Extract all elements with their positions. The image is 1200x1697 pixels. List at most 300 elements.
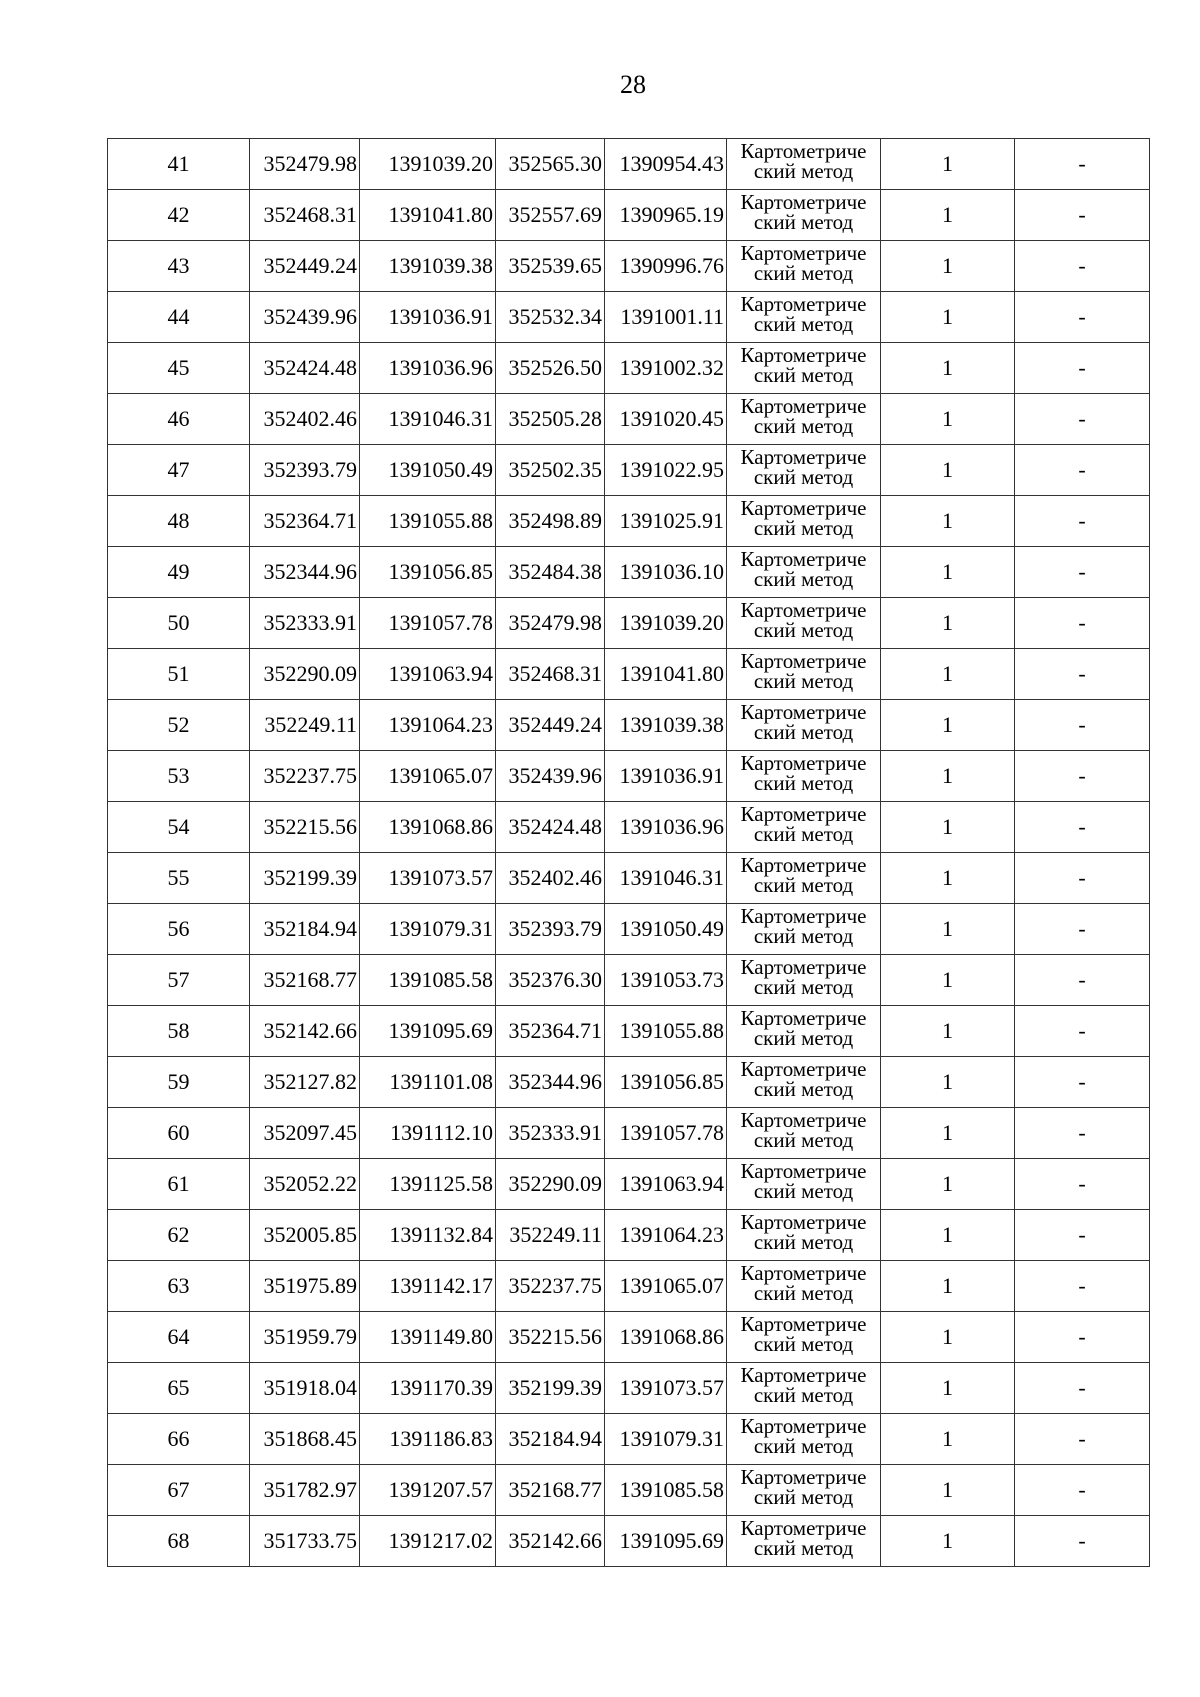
previous-x-coordinate-cell: 352424.48 xyxy=(496,802,605,853)
x-coordinate-cell: 351959.79 xyxy=(250,1312,360,1363)
method-cell xyxy=(727,904,881,955)
previous-x-coordinate-cell: 352249.11 xyxy=(496,1210,605,1261)
point-number-cell: 68 xyxy=(108,1516,250,1567)
accuracy-cell: 1 xyxy=(881,547,1015,598)
point-number-cell: 49 xyxy=(108,547,250,598)
method-text: ский метод xyxy=(753,465,854,489)
previous-y-coordinate-cell: 1391036.10 xyxy=(605,547,727,598)
y-coordinate-cell: 1391064.23 xyxy=(360,700,496,751)
previous-y-coordinate-cell: 1391046.31 xyxy=(605,853,727,904)
previous-y-coordinate-cell: 1391025.91 xyxy=(605,496,727,547)
method-text: ский метод xyxy=(753,873,854,897)
method-text: ский метод xyxy=(753,924,854,948)
method-cell xyxy=(727,1312,881,1363)
table-row xyxy=(108,1210,1150,1261)
y-coordinate-cell: 1391036.91 xyxy=(360,292,496,343)
x-coordinate-cell: 351868.45 xyxy=(250,1414,360,1465)
x-coordinate-cell: 352005.85 xyxy=(250,1210,360,1261)
y-coordinate-cell: 1391065.07 xyxy=(360,751,496,802)
point-number-cell: 67 xyxy=(108,1465,250,1516)
method-text: ский метод xyxy=(753,669,854,693)
previous-x-coordinate-cell: 352532.34 xyxy=(496,292,605,343)
method-text: Картометриче xyxy=(740,394,867,418)
method-cell xyxy=(727,598,881,649)
previous-y-coordinate-cell: 1391039.38 xyxy=(605,700,727,751)
method-text: Картометриче xyxy=(740,1465,867,1489)
point-number-cell: 51 xyxy=(108,649,250,700)
point-number-cell: 42 xyxy=(108,190,250,241)
point-number-cell: 53 xyxy=(108,751,250,802)
table-row xyxy=(108,649,1150,700)
method-text: Картометриче xyxy=(740,1159,867,1183)
point-number-cell: 47 xyxy=(108,445,250,496)
accuracy-cell: 1 xyxy=(881,598,1015,649)
previous-y-coordinate-cell: 1391002.32 xyxy=(605,343,727,394)
previous-y-coordinate-cell: 1391001.11 xyxy=(605,292,727,343)
method-text: ский метод xyxy=(753,1230,854,1254)
accuracy-cell: 1 xyxy=(881,700,1015,751)
y-coordinate-cell: 1391112.10 xyxy=(360,1108,496,1159)
table-row xyxy=(108,1006,1150,1057)
table-row xyxy=(108,598,1150,649)
point-number-cell: 66 xyxy=(108,1414,250,1465)
method-text: ский метод xyxy=(753,312,854,336)
method-cell xyxy=(727,1006,881,1057)
previous-y-coordinate-cell: 1391055.88 xyxy=(605,1006,727,1057)
x-coordinate-cell: 352393.79 xyxy=(250,445,360,496)
note-cell: - xyxy=(1015,1414,1150,1465)
method-text: ский метод xyxy=(753,1128,854,1152)
y-coordinate-cell: 1391207.57 xyxy=(360,1465,496,1516)
method-text: ский метод xyxy=(753,1536,854,1560)
previous-y-coordinate-cell: 1391079.31 xyxy=(605,1414,727,1465)
x-coordinate-cell: 352127.82 xyxy=(250,1057,360,1108)
x-coordinate-cell: 351975.89 xyxy=(250,1261,360,1312)
note-cell: - xyxy=(1015,955,1150,1006)
x-coordinate-cell: 351918.04 xyxy=(250,1363,360,1414)
table-row xyxy=(108,445,1150,496)
x-coordinate-cell: 352290.09 xyxy=(250,649,360,700)
previous-y-coordinate-cell: 1391036.91 xyxy=(605,751,727,802)
method-text: Картометриче xyxy=(740,955,867,979)
y-coordinate-cell: 1391055.88 xyxy=(360,496,496,547)
previous-x-coordinate-cell: 352290.09 xyxy=(496,1159,605,1210)
method-text: Картометриче xyxy=(740,649,867,673)
table-row xyxy=(108,139,1150,190)
accuracy-cell: 1 xyxy=(881,853,1015,904)
previous-x-coordinate-cell: 352505.28 xyxy=(496,394,605,445)
point-number-cell: 54 xyxy=(108,802,250,853)
previous-x-coordinate-cell: 352468.31 xyxy=(496,649,605,700)
method-text: ский метод xyxy=(753,1281,854,1305)
method-cell xyxy=(727,802,881,853)
method-cell xyxy=(727,1465,881,1516)
accuracy-cell: 1 xyxy=(881,1006,1015,1057)
note-cell: - xyxy=(1015,1108,1150,1159)
previous-x-coordinate-cell: 352168.77 xyxy=(496,1465,605,1516)
x-coordinate-cell: 352215.56 xyxy=(250,802,360,853)
method-text: Картометриче xyxy=(740,1006,867,1030)
y-coordinate-cell: 1391125.58 xyxy=(360,1159,496,1210)
previous-x-coordinate-cell: 352565.30 xyxy=(496,139,605,190)
page-number: 28 xyxy=(620,70,646,99)
x-coordinate-cell: 352449.24 xyxy=(250,241,360,292)
previous-x-coordinate-cell: 352393.79 xyxy=(496,904,605,955)
method-text: Картометриче xyxy=(740,1210,867,1234)
table-row xyxy=(108,1414,1150,1465)
y-coordinate-cell: 1391073.57 xyxy=(360,853,496,904)
previous-x-coordinate-cell: 352376.30 xyxy=(496,955,605,1006)
method-text: Картометриче xyxy=(740,241,867,265)
method-text: Картометриче xyxy=(740,445,867,469)
y-coordinate-cell: 1391149.80 xyxy=(360,1312,496,1363)
previous-y-coordinate-cell: 1390996.76 xyxy=(605,241,727,292)
method-text: Картометриче xyxy=(740,1414,867,1438)
method-text: Картометриче xyxy=(740,853,867,877)
accuracy-cell: 1 xyxy=(881,1108,1015,1159)
point-number-cell: 57 xyxy=(108,955,250,1006)
table-row xyxy=(108,1261,1150,1312)
previous-x-coordinate-cell: 352215.56 xyxy=(496,1312,605,1363)
method-text: Картометриче xyxy=(740,700,867,724)
previous-x-coordinate-cell: 352539.65 xyxy=(496,241,605,292)
table-row xyxy=(108,1312,1150,1363)
x-coordinate-cell: 352184.94 xyxy=(250,904,360,955)
point-number-cell: 41 xyxy=(108,139,250,190)
accuracy-cell: 1 xyxy=(881,649,1015,700)
y-coordinate-cell: 1391068.86 xyxy=(360,802,496,853)
previous-y-coordinate-cell: 1391095.69 xyxy=(605,1516,727,1567)
previous-y-coordinate-cell: 1390954.43 xyxy=(605,139,727,190)
method-text: Картометриче xyxy=(740,496,867,520)
method-text: ский метод xyxy=(753,1077,854,1101)
point-number-cell: 65 xyxy=(108,1363,250,1414)
table-row xyxy=(108,1057,1150,1108)
x-coordinate-cell: 352199.39 xyxy=(250,853,360,904)
method-text: ский метод xyxy=(753,1383,854,1407)
accuracy-cell: 1 xyxy=(881,1465,1015,1516)
y-coordinate-cell: 1391142.17 xyxy=(360,1261,496,1312)
method-text: ский метод xyxy=(753,618,854,642)
point-number-cell: 52 xyxy=(108,700,250,751)
accuracy-cell: 1 xyxy=(881,1261,1015,1312)
previous-y-coordinate-cell: 1390965.19 xyxy=(605,190,727,241)
x-coordinate-cell: 352052.22 xyxy=(250,1159,360,1210)
method-cell xyxy=(727,241,881,292)
method-cell xyxy=(727,343,881,394)
previous-y-coordinate-cell: 1391065.07 xyxy=(605,1261,727,1312)
method-cell xyxy=(727,853,881,904)
x-coordinate-cell: 352249.11 xyxy=(250,700,360,751)
x-coordinate-cell: 351733.75 xyxy=(250,1516,360,1567)
previous-x-coordinate-cell: 352333.91 xyxy=(496,1108,605,1159)
method-cell xyxy=(727,190,881,241)
method-cell xyxy=(727,649,881,700)
note-cell: - xyxy=(1015,445,1150,496)
accuracy-cell: 1 xyxy=(881,1057,1015,1108)
note-cell: - xyxy=(1015,853,1150,904)
accuracy-cell: 1 xyxy=(881,1414,1015,1465)
point-number-cell: 64 xyxy=(108,1312,250,1363)
method-text: Картометриче xyxy=(740,904,867,928)
method-cell xyxy=(727,1261,881,1312)
accuracy-cell: 1 xyxy=(881,1516,1015,1567)
table-row xyxy=(108,955,1150,1006)
table-row xyxy=(108,1516,1150,1567)
y-coordinate-cell: 1391063.94 xyxy=(360,649,496,700)
previous-x-coordinate-cell: 352402.46 xyxy=(496,853,605,904)
previous-x-coordinate-cell: 352184.94 xyxy=(496,1414,605,1465)
previous-x-coordinate-cell: 352364.71 xyxy=(496,1006,605,1057)
note-cell: - xyxy=(1015,547,1150,598)
method-cell xyxy=(727,394,881,445)
note-cell: - xyxy=(1015,190,1150,241)
note-cell: - xyxy=(1015,649,1150,700)
y-coordinate-cell: 1391041.80 xyxy=(360,190,496,241)
method-text: Картометриче xyxy=(740,343,867,367)
method-cell xyxy=(727,1414,881,1465)
point-number-cell: 58 xyxy=(108,1006,250,1057)
accuracy-cell: 1 xyxy=(881,394,1015,445)
method-text: Картометриче xyxy=(740,1261,867,1285)
x-coordinate-cell: 352168.77 xyxy=(250,955,360,1006)
point-number-cell: 60 xyxy=(108,1108,250,1159)
y-coordinate-cell: 1391085.58 xyxy=(360,955,496,1006)
note-cell: - xyxy=(1015,139,1150,190)
previous-x-coordinate-cell: 352199.39 xyxy=(496,1363,605,1414)
note-cell: - xyxy=(1015,394,1150,445)
method-cell xyxy=(727,955,881,1006)
previous-x-coordinate-cell: 352344.96 xyxy=(496,1057,605,1108)
accuracy-cell: 1 xyxy=(881,955,1015,1006)
previous-y-coordinate-cell: 1391073.57 xyxy=(605,1363,727,1414)
x-coordinate-cell: 352237.75 xyxy=(250,751,360,802)
note-cell: - xyxy=(1015,1312,1150,1363)
table-body xyxy=(108,139,1150,1567)
y-coordinate-cell: 1391039.20 xyxy=(360,139,496,190)
x-coordinate-cell: 352479.98 xyxy=(250,139,360,190)
note-cell: - xyxy=(1015,904,1150,955)
method-cell xyxy=(727,445,881,496)
note-cell: - xyxy=(1015,1006,1150,1057)
x-coordinate-cell: 352142.66 xyxy=(250,1006,360,1057)
point-number-cell: 43 xyxy=(108,241,250,292)
y-coordinate-cell: 1391095.69 xyxy=(360,1006,496,1057)
previous-x-coordinate-cell: 352526.50 xyxy=(496,343,605,394)
previous-y-coordinate-cell: 1391020.45 xyxy=(605,394,727,445)
table-row xyxy=(108,904,1150,955)
method-cell xyxy=(727,1516,881,1567)
y-coordinate-cell: 1391217.02 xyxy=(360,1516,496,1567)
table-row xyxy=(108,751,1150,802)
table-row xyxy=(108,394,1150,445)
accuracy-cell: 1 xyxy=(881,802,1015,853)
method-text: Картометриче xyxy=(740,1363,867,1387)
y-coordinate-cell: 1391056.85 xyxy=(360,547,496,598)
method-text: ский метод xyxy=(753,822,854,846)
method-text: Картометриче xyxy=(740,547,867,571)
table-row xyxy=(108,496,1150,547)
point-number-cell: 45 xyxy=(108,343,250,394)
table-row xyxy=(108,292,1150,343)
point-number-cell: 44 xyxy=(108,292,250,343)
x-coordinate-cell: 352468.31 xyxy=(250,190,360,241)
accuracy-cell: 1 xyxy=(881,1312,1015,1363)
previous-x-coordinate-cell: 352484.38 xyxy=(496,547,605,598)
x-coordinate-cell: 351782.97 xyxy=(250,1465,360,1516)
accuracy-cell: 1 xyxy=(881,1363,1015,1414)
method-text: Картометриче xyxy=(740,751,867,775)
method-text: ский метод xyxy=(753,159,854,183)
note-cell: - xyxy=(1015,1363,1150,1414)
method-cell xyxy=(727,496,881,547)
x-coordinate-cell: 352424.48 xyxy=(250,343,360,394)
method-text: ский метод xyxy=(753,1026,854,1050)
note-cell: - xyxy=(1015,802,1150,853)
method-text: Картометриче xyxy=(740,1312,867,1336)
previous-x-coordinate-cell: 352502.35 xyxy=(496,445,605,496)
y-coordinate-cell: 1391079.31 xyxy=(360,904,496,955)
previous-x-coordinate-cell: 352557.69 xyxy=(496,190,605,241)
y-coordinate-cell: 1391186.83 xyxy=(360,1414,496,1465)
table-row xyxy=(108,802,1150,853)
point-number-cell: 62 xyxy=(108,1210,250,1261)
x-coordinate-cell: 352439.96 xyxy=(250,292,360,343)
y-coordinate-cell: 1391170.39 xyxy=(360,1363,496,1414)
method-text: ский метод xyxy=(753,975,854,999)
previous-y-coordinate-cell: 1391053.73 xyxy=(605,955,727,1006)
previous-x-coordinate-cell: 352237.75 xyxy=(496,1261,605,1312)
point-number-cell: 59 xyxy=(108,1057,250,1108)
table-row xyxy=(108,343,1150,394)
note-cell: - xyxy=(1015,1159,1150,1210)
method-text: ский метод xyxy=(753,1485,854,1509)
x-coordinate-cell: 352402.46 xyxy=(250,394,360,445)
accuracy-cell: 1 xyxy=(881,496,1015,547)
method-cell xyxy=(727,751,881,802)
method-cell xyxy=(727,1363,881,1414)
table-row xyxy=(108,700,1150,751)
accuracy-cell: 1 xyxy=(881,445,1015,496)
note-cell: - xyxy=(1015,1210,1150,1261)
method-cell xyxy=(727,1159,881,1210)
previous-y-coordinate-cell: 1391041.80 xyxy=(605,649,727,700)
method-text: ский метод xyxy=(753,1332,854,1356)
point-number-cell: 56 xyxy=(108,904,250,955)
method-text: ский метод xyxy=(753,771,854,795)
previous-y-coordinate-cell: 1391064.23 xyxy=(605,1210,727,1261)
note-cell: - xyxy=(1015,343,1150,394)
method-cell xyxy=(727,1210,881,1261)
method-text: ский метод xyxy=(753,414,854,438)
method-cell xyxy=(727,292,881,343)
point-number-cell: 46 xyxy=(108,394,250,445)
coordinates-table xyxy=(107,138,1150,1567)
method-cell xyxy=(727,1108,881,1159)
x-coordinate-cell: 352364.71 xyxy=(250,496,360,547)
table-row xyxy=(108,190,1150,241)
previous-x-coordinate-cell: 352449.24 xyxy=(496,700,605,751)
accuracy-cell: 1 xyxy=(881,1159,1015,1210)
method-text: ский метод xyxy=(753,567,854,591)
y-coordinate-cell: 1391036.96 xyxy=(360,343,496,394)
accuracy-cell: 1 xyxy=(881,292,1015,343)
previous-y-coordinate-cell: 1391057.78 xyxy=(605,1108,727,1159)
method-text: ский метод xyxy=(753,261,854,285)
method-text: Картометриче xyxy=(740,802,867,826)
previous-x-coordinate-cell: 352498.89 xyxy=(496,496,605,547)
method-cell xyxy=(727,700,881,751)
method-text: Картометриче xyxy=(740,598,867,622)
table-row xyxy=(108,241,1150,292)
method-cell xyxy=(727,139,881,190)
x-coordinate-cell: 352333.91 xyxy=(250,598,360,649)
table-row xyxy=(108,547,1150,598)
previous-x-coordinate-cell: 352439.96 xyxy=(496,751,605,802)
method-text: ский метод xyxy=(753,210,854,234)
accuracy-cell: 1 xyxy=(881,751,1015,802)
x-coordinate-cell: 352097.45 xyxy=(250,1108,360,1159)
note-cell: - xyxy=(1015,751,1150,802)
accuracy-cell: 1 xyxy=(881,904,1015,955)
point-number-cell: 50 xyxy=(108,598,250,649)
note-cell: - xyxy=(1015,241,1150,292)
note-cell: - xyxy=(1015,598,1150,649)
previous-x-coordinate-cell: 352479.98 xyxy=(496,598,605,649)
previous-y-coordinate-cell: 1391063.94 xyxy=(605,1159,727,1210)
note-cell: - xyxy=(1015,496,1150,547)
table-row xyxy=(108,1363,1150,1414)
accuracy-cell: 1 xyxy=(881,1210,1015,1261)
method-text: ский метод xyxy=(753,1179,854,1203)
table-row xyxy=(108,853,1150,904)
accuracy-cell: 1 xyxy=(881,241,1015,292)
y-coordinate-cell: 1391101.08 xyxy=(360,1057,496,1108)
table-row xyxy=(108,1465,1150,1516)
method-cell xyxy=(727,547,881,598)
y-coordinate-cell: 1391050.49 xyxy=(360,445,496,496)
previous-y-coordinate-cell: 1391056.85 xyxy=(605,1057,727,1108)
note-cell: - xyxy=(1015,1516,1150,1567)
note-cell: - xyxy=(1015,700,1150,751)
note-cell: - xyxy=(1015,292,1150,343)
table-row xyxy=(108,1159,1150,1210)
previous-x-coordinate-cell: 352142.66 xyxy=(496,1516,605,1567)
x-coordinate-cell: 352344.96 xyxy=(250,547,360,598)
point-number-cell: 48 xyxy=(108,496,250,547)
note-cell: - xyxy=(1015,1465,1150,1516)
method-text: Картометриче xyxy=(740,139,867,163)
method-text: ский метод xyxy=(753,720,854,744)
method-text: Картометриче xyxy=(740,1057,867,1081)
note-cell: - xyxy=(1015,1261,1150,1312)
y-coordinate-cell: 1391046.31 xyxy=(360,394,496,445)
y-coordinate-cell: 1391039.38 xyxy=(360,241,496,292)
method-text: Картометриче xyxy=(740,1516,867,1540)
accuracy-cell: 1 xyxy=(881,343,1015,394)
method-cell xyxy=(727,1057,881,1108)
method-text: Картометриче xyxy=(740,1108,867,1132)
point-number-cell: 61 xyxy=(108,1159,250,1210)
method-text: ский метод xyxy=(753,363,854,387)
method-text: Картометриче xyxy=(740,190,867,214)
y-coordinate-cell: 1391057.78 xyxy=(360,598,496,649)
previous-y-coordinate-cell: 1391085.58 xyxy=(605,1465,727,1516)
method-text: ский метод xyxy=(753,516,854,540)
method-text: Картометриче xyxy=(740,292,867,316)
point-number-cell: 63 xyxy=(108,1261,250,1312)
previous-y-coordinate-cell: 1391068.86 xyxy=(605,1312,727,1363)
